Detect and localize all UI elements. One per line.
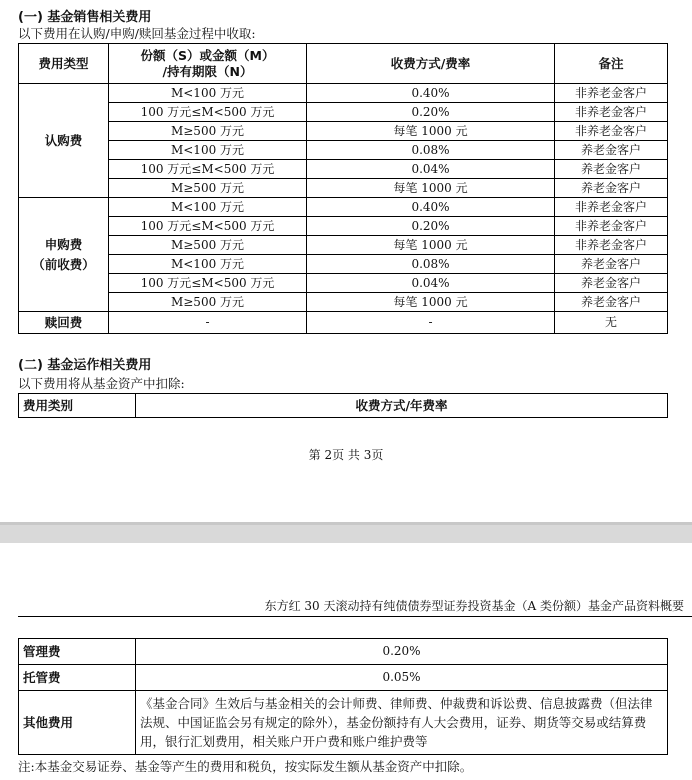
amount-cell: M≥500 万元 — [109, 236, 307, 255]
table-row — [19, 103, 668, 122]
fee-type-cell: 赎回费 — [19, 312, 109, 334]
rate-cell: - — [307, 312, 555, 334]
note-cell: 非养老金客户 — [555, 103, 668, 122]
amount-cell: M≥500 万元 — [109, 122, 307, 141]
amount-cell: M<100 万元 — [109, 141, 307, 160]
amount-cell: M<100 万元 — [109, 84, 307, 103]
sales-fee-table — [18, 43, 668, 334]
table-row — [19, 141, 668, 160]
table-row — [19, 312, 668, 334]
section1-title: (一) 基金销售相关费用 — [18, 10, 152, 25]
fee-type-cell: 申购费 （前收费） — [19, 198, 109, 312]
amount-cell: M<100 万元 — [109, 255, 307, 274]
table-row — [19, 217, 668, 236]
rate-cell: 0.08% — [307, 255, 555, 274]
amount-cell: M≥500 万元 — [109, 293, 307, 312]
header-fee-type: 费用类型 — [19, 44, 109, 84]
note-cell: 养老金客户 — [555, 160, 668, 179]
rate-cell: 每笔 1000 元 — [307, 179, 555, 198]
note-cell: 养老金客户 — [555, 141, 668, 160]
rate-cell: 0.04% — [307, 274, 555, 293]
header-amount: 份额（S）或金额（M） /持有期限（N） — [109, 44, 307, 84]
fee-type-cell: 认购费 — [19, 84, 109, 198]
section1-intro: 以下费用在认购/申购/赎回基金过程中收取: — [18, 26, 256, 41]
fee-value-management: 0.20% — [136, 639, 668, 665]
table-row — [19, 255, 668, 274]
amount-cell: M<100 万元 — [109, 198, 307, 217]
note-cell: 养老金客户 — [555, 293, 668, 312]
table-row — [19, 84, 668, 103]
table-row — [19, 179, 668, 198]
note-cell: 养老金客户 — [555, 179, 668, 198]
rate-cell: 0.40% — [307, 84, 555, 103]
header-annual-rate: 收费方式/年费率 — [136, 394, 668, 418]
amount-cell: 100 万元≤M<500 万元 — [109, 103, 307, 122]
rate-cell: 0.08% — [307, 141, 555, 160]
header-fee-category: 费用类别 — [19, 394, 136, 418]
fee-label-other: 其他费用 — [19, 691, 136, 755]
note-cell: 养老金客户 — [555, 255, 668, 274]
rate-cell: 0.20% — [307, 217, 555, 236]
table-row — [19, 122, 668, 141]
fee-label-custody: 托管费 — [19, 665, 136, 691]
note-cell: 非养老金客户 — [555, 84, 668, 103]
header-rule — [18, 616, 692, 617]
note-cell: 非养老金客户 — [555, 217, 668, 236]
page-break — [0, 525, 692, 543]
amount-cell: 100 万元≤M<500 万元 — [109, 160, 307, 179]
table-row — [19, 198, 668, 217]
header-note: 备注 — [555, 44, 668, 84]
amount-cell: 100 万元≤M<500 万元 — [109, 217, 307, 236]
page-number: 第 2页 共 3页 — [308, 448, 384, 462]
note-cell: 非养老金客户 — [555, 122, 668, 141]
operation-fee-header-table — [18, 393, 668, 418]
section2-title: (二) 基金运作相关费用 — [18, 358, 152, 373]
fee-value-other: 《基金合同》生效后与基金相关的会计师费、律师费、仲裁费和诉讼费、信息披露费（但法律法规、中国证监会另有规定的除外），基金份额持有人大会费用，证券、期货等交易或结算费用，银行汇划费用，相关账户开户费和账户维护费等 — [136, 691, 668, 755]
fee-label-management: 管理费 — [19, 639, 136, 665]
operation-fee-table — [18, 638, 668, 755]
rate-cell: 0.04% — [307, 160, 555, 179]
amount-cell: 100 万元≤M<500 万元 — [109, 274, 307, 293]
running-header: 东方红 30 天滚动持有纯债债券型证券投资基金（A 类份额）基金产品资料概要 — [264, 599, 684, 613]
note-cell: 养老金客户 — [555, 274, 668, 293]
fee-value-custody: 0.05% — [136, 665, 668, 691]
amount-cell: - — [109, 312, 307, 334]
rate-cell: 每笔 1000 元 — [307, 236, 555, 255]
table-row — [19, 274, 668, 293]
amount-cell: M≥500 万元 — [109, 179, 307, 198]
rate-cell: 0.40% — [307, 198, 555, 217]
note-cell: 无 — [555, 312, 668, 334]
table-row — [19, 293, 668, 312]
section2-intro: 以下费用将从基金资产中扣除: — [18, 376, 185, 391]
rate-cell: 0.20% — [307, 103, 555, 122]
footnote: 注:本基金交易证券、基金等产生的费用和税负，按实际发生额从基金资产中扣除。 — [18, 759, 473, 774]
table-row — [19, 236, 668, 255]
note-cell: 非养老金客户 — [555, 236, 668, 255]
header-rate: 收费方式/费率 — [307, 44, 555, 84]
note-cell: 非养老金客户 — [555, 198, 668, 217]
rate-cell: 每笔 1000 元 — [307, 122, 555, 141]
rate-cell: 每笔 1000 元 — [307, 293, 555, 312]
table-row — [19, 160, 668, 179]
